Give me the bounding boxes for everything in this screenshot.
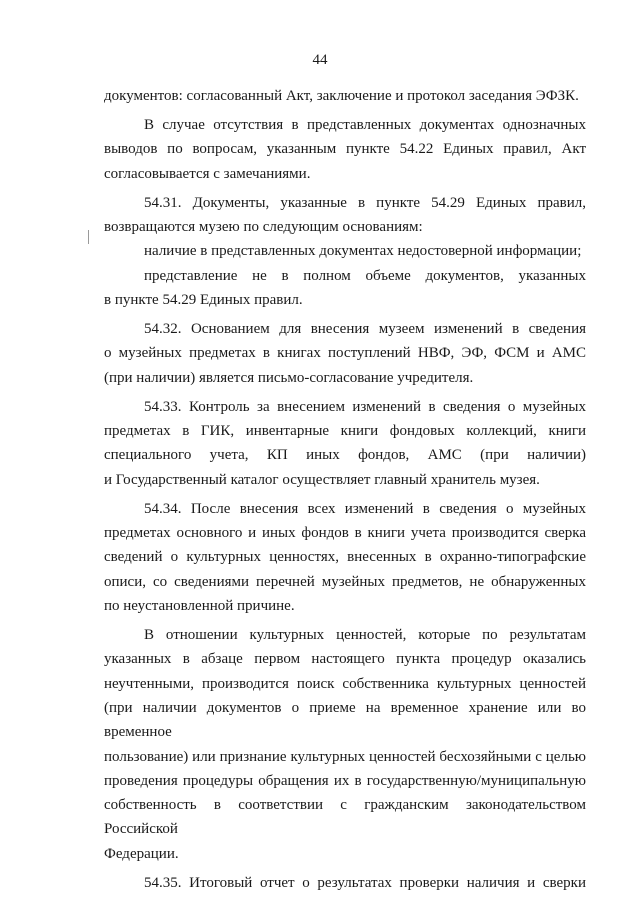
text-line: в пункте 54.29 Единых правил. bbox=[104, 291, 303, 308]
paragraph-1 bbox=[104, 84, 586, 108]
text-line: (при наличии) является письмо-согласование учредителя. bbox=[104, 369, 474, 386]
paragraph-4 bbox=[104, 239, 586, 263]
document-body bbox=[104, 84, 586, 895]
text-line: описи, со сведениями перечней музейных предметов, не обнаруженных bbox=[104, 573, 586, 590]
text-line: собственность в соответствии с гражданским законодательством Российской bbox=[104, 797, 586, 838]
text-line: В отношении культурных ценностей, которые по результатам bbox=[144, 627, 586, 644]
text-line: В случае отсутствия в представленных документах однозначных bbox=[144, 117, 586, 134]
page-number: 44 bbox=[312, 52, 328, 68]
text-line: предметах основного и иных фондов в книги учета производится сверка bbox=[104, 525, 586, 542]
text-line: 54.33. Контроль за внесением изменений в сведения о музейных bbox=[144, 398, 586, 415]
text-line: и Государственный каталог осуществляет главный хранитель музея. bbox=[104, 471, 540, 488]
text-line: 54.34. После внесения всех изменений в сведения о музейных bbox=[144, 500, 586, 517]
scan-artifact-mark bbox=[88, 230, 89, 244]
paragraph-8 bbox=[104, 497, 586, 618]
text-line: Федерации. bbox=[104, 845, 179, 862]
text-line: о музейных предметах в книгах поступлений НВФ, ЭФ, ФСМ и АМС bbox=[104, 345, 586, 362]
paragraph-2 bbox=[104, 113, 586, 186]
text-line: представление не в полном объеме документов, указанных bbox=[144, 267, 586, 284]
paragraph-3 bbox=[104, 191, 586, 240]
text-line: документов: согласованный Акт, заключение и протокол заседания ЭФЗК. bbox=[104, 88, 579, 104]
text-line: предметах в ГИК, инвентарные книги фондовых коллекций, книги bbox=[104, 423, 586, 440]
paragraph-10 bbox=[104, 871, 586, 895]
paragraph-6 bbox=[104, 317, 586, 390]
text-line: выводов по вопросам, указанным пункте 54.22 Единых правил, Акт bbox=[104, 141, 586, 158]
text-line: согласовывается с замечаниями. bbox=[104, 165, 311, 182]
text-line: указанных в абзаце первом настоящего пункта процедур оказались bbox=[104, 651, 586, 668]
text-line: пользование) или признание культурных ценностей бесхозяйными с целью bbox=[104, 748, 586, 765]
text-line: 54.31. Документы, указанные в пункте 54.29 Единых правил, bbox=[144, 194, 586, 211]
paragraph-5 bbox=[104, 264, 586, 313]
text-line: наличие в представленных документах недостоверной информации; bbox=[144, 243, 582, 260]
paragraph-9 bbox=[104, 623, 586, 866]
paragraph-7 bbox=[104, 395, 586, 492]
text-line: проведения процедуры обращения их в государственную/муниципальную bbox=[104, 772, 586, 789]
text-line: специального учета, КП иных фондов, АМС (при наличии) bbox=[104, 447, 586, 464]
text-line: 54.32. Основанием для внесения музеем изменений в сведения bbox=[144, 321, 586, 338]
text-line: неучтенными, производится поиск собственника культурных ценностей bbox=[104, 675, 586, 692]
text-line: по неустановленной причине. bbox=[104, 597, 295, 614]
text-line: возвращаются музею по следующим основаниям: bbox=[104, 219, 423, 236]
text-line: сведений о культурных ценностях, внесенных в охранно-типографские bbox=[104, 549, 586, 566]
text-line: (при наличии документов о приеме на временное хранение или во временное bbox=[104, 699, 586, 741]
text-line: 54.35. Итоговый отчет о результатах проверки наличия и сверки bbox=[144, 874, 586, 891]
